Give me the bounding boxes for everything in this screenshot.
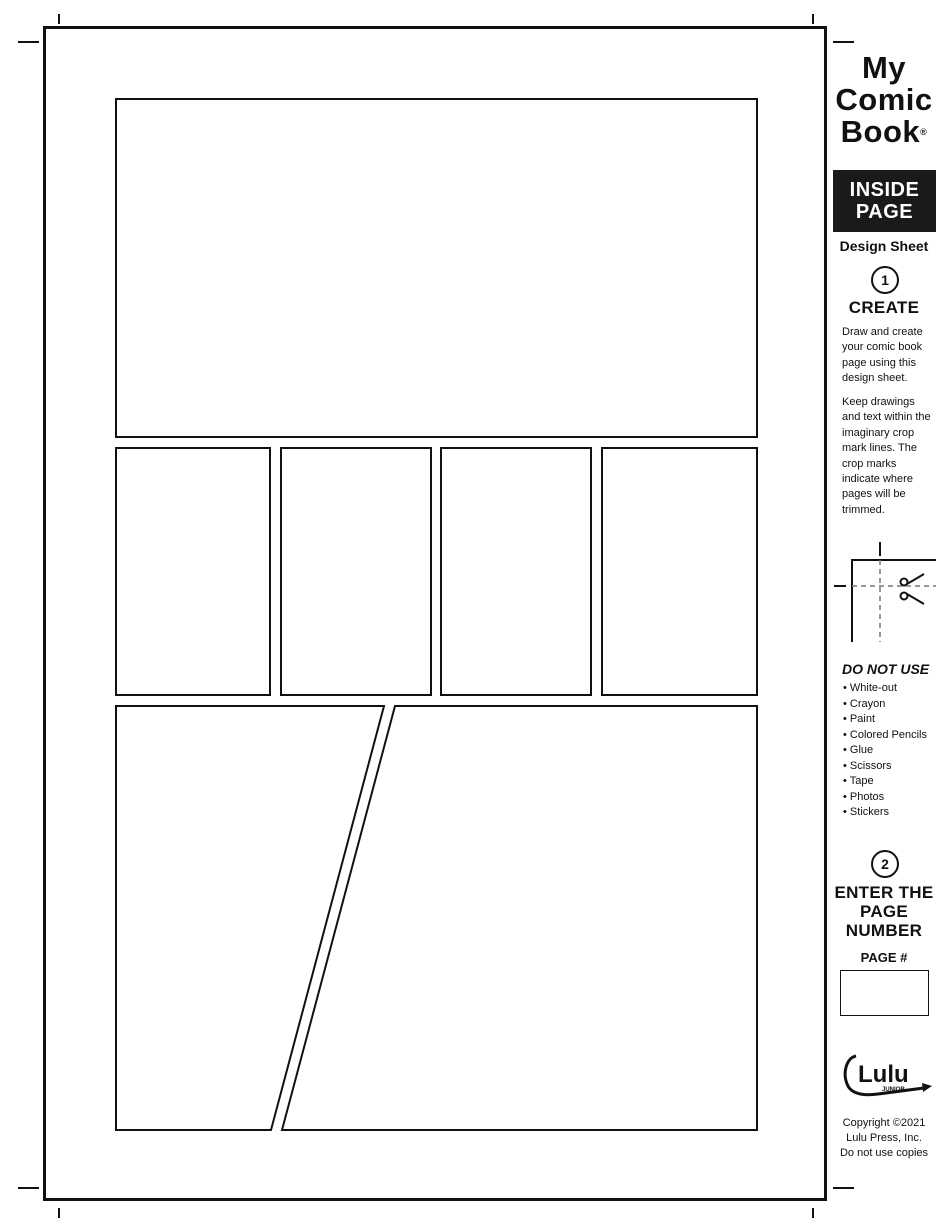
list-item: • Scissors [843, 759, 927, 775]
step-1-number: 1 [871, 266, 899, 294]
step-2-title-line-2: PAGE [859, 902, 909, 921]
brand-logo [832, 52, 936, 148]
logo-line-3-text: Book [840, 114, 921, 149]
copyright-line-2: Lulu Press, Inc. [846, 1132, 922, 1144]
step-1-paragraph-2: Keep drawings and text within the imaginary crop mark lines. The crop marks indicate where pages will be trimmed. [842, 396, 931, 516]
registered-mark: ® [920, 127, 928, 137]
copyright-line-3: Do not use copies [839, 1147, 929, 1159]
step-2-title-line-3: NUMBER [845, 921, 923, 940]
do-not-use-list [843, 681, 927, 821]
lulu-junior-logo [838, 1050, 934, 1100]
list-item: • Crayon [843, 697, 927, 713]
page-number-field[interactable] [840, 970, 929, 1016]
list-item: • White-out [843, 681, 927, 697]
lulu-logo-sub: JUNIOR [882, 1087, 905, 1093]
sheet-type-line-1: INSIDE [849, 179, 920, 201]
step-2-number: 2 [871, 850, 899, 878]
step-2-title [832, 883, 936, 940]
sheet-subtitle: Design Sheet [839, 238, 929, 254]
logo-line-2: Comic [835, 82, 933, 117]
list-item: • Stickers [843, 805, 927, 821]
logo-line-1: My [861, 50, 907, 85]
sheet-type-label [833, 170, 936, 232]
list-item: • Photos [843, 790, 927, 806]
list-item: • Glue [843, 743, 927, 759]
list-item: • Paint [843, 712, 927, 728]
copyright-notice [832, 1116, 936, 1161]
copyright-line-1: Copyright ©2021 [842, 1117, 926, 1129]
list-item: • Tape [843, 774, 927, 790]
do-not-use-title: DO NOT USE [842, 661, 930, 677]
logo-line-3 [832, 116, 936, 148]
sheet-type-line-2: PAGE [855, 201, 914, 223]
step-1-paragraph-1: Draw and create your comic book page using this design sheet. [842, 326, 923, 385]
list-item: • Colored Pencils [843, 728, 927, 744]
step-2-title-line-1: ENTER THE [834, 883, 934, 902]
lulu-logo-text: Lulu [858, 1061, 909, 1088]
page-number-label: PAGE # [860, 950, 908, 965]
scissors-icon [901, 574, 925, 604]
step-1-title: CREATE [848, 298, 920, 317]
crop-mark-icon [832, 540, 936, 644]
